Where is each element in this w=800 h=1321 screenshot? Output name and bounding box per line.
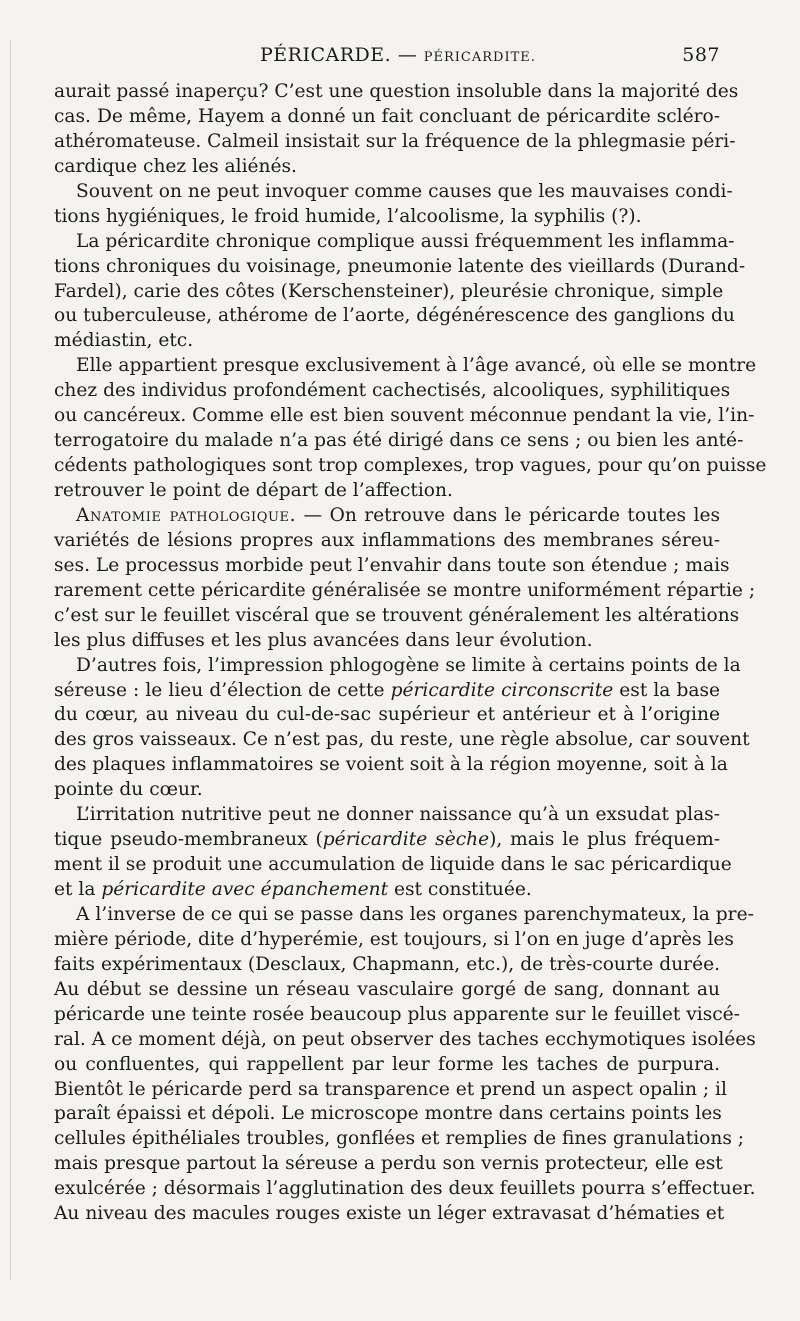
text-line: les plus diffuses et les plus avancées dans leur évolution.	[54, 629, 593, 651]
running-header	[56, 44, 720, 74]
text-line: mais presque partout la séreuse a perdu son vernis protecteur, elle est	[54, 1153, 723, 1175]
text-line: Bientôt le péricarde perd sa transparence et prend un aspect opalin ; il	[54, 1078, 727, 1100]
italic-term: péricardite avec épanchement	[101, 879, 389, 900]
text-line: variétés de lésions propres aux inflammations des membranes séreu-	[54, 529, 720, 551]
text-line: ment il se produit une accumulation de liquide dans le sac péricardique	[54, 854, 732, 876]
text-line: séreuse : le lieu d’élection de cette péricardite circonscrite est la base	[54, 679, 720, 701]
text-line: Souvent on ne peut invoquer comme causes que les mauvaises condi-	[76, 180, 733, 202]
text-line: terrogatoire du malade n’a pas été dirigé dans ce sens ; ou bien les anté-	[54, 430, 744, 452]
text-line: aurait passé inaperçu? C’est une question insoluble dans la majorité des	[54, 81, 739, 102]
running-title-main: PÉRICARDE.	[260, 44, 392, 66]
text-line: Elle appartient presque exclusivement à l’âge avancé, où elle se montre	[76, 355, 757, 377]
text-line: athéromateuse. Calmeil insistait sur la fréquence de la phlegmasie péri-	[54, 130, 736, 152]
text-line: mière période, dite d’hyperémie, est toujours, si l’on en juge d’après les	[54, 928, 734, 950]
text-line: du cœur, au niveau du cul-de-sac supérieur et antérieur et à l’origine	[54, 704, 720, 726]
italic-term: péricardite sèche	[322, 829, 490, 851]
text-line: chez des individus profondément cachectisés, alcooliques, syphilitiques	[54, 380, 731, 402]
text-line: paraît épaissi et dépoli. Le microscope montre dans certains points les	[54, 1103, 722, 1125]
text-line: des plaques inflammatoires se voient soit à la région moyenne, soit à la	[54, 754, 728, 776]
text-line: cellules épithéliales troubles, gonflées et remplies de fines granulations ;	[54, 1128, 745, 1150]
text-line: ses. Le processus morbide peut l’envahir dans toute son étendue ; mais	[54, 554, 730, 576]
text-line: tions chroniques du voisinage, pneumonie latente des vieillards (Durand-	[54, 255, 746, 277]
text-line: ral. A ce moment déjà, on peut observer des taches ecchymotiques isolées	[54, 1028, 756, 1050]
text-line: des gros vaisseaux. Ce n’est pas, du reste, une règle absolue, car souvent	[54, 729, 750, 751]
text-line: cardique chez les aliénés.	[54, 155, 297, 177]
text-line: exulcérée ; désormais l’agglutination des deux feuillets pourra s’effectuer.	[54, 1178, 756, 1200]
text-line: Anatomie pathologique. — On retrouve dans le péricarde toutes les	[76, 504, 720, 526]
section-heading: Anatomie pathologique.	[76, 504, 297, 526]
text-line: tions hygiéniques, le froid humide, l’alcoolisme, la syphilis (?).	[54, 205, 642, 227]
italic-term: péricardite circonscrite	[390, 679, 614, 701]
text-line: D’autres fois, l’impression phlogogène se limite à certains points de la	[76, 654, 741, 676]
text-line: cédents pathologiques sont trop complexes, trop vagues, pour qu’on puisse	[54, 455, 767, 477]
text-line: faits expérimentaux (Desclaux, Chapmann, etc.), de très-courte durée.	[54, 953, 720, 975]
text-line: Fardel), carie des côtes (Kerschensteiner), pleurésie chronique, simple	[54, 280, 724, 302]
running-title-dash: —	[391, 44, 424, 66]
page-number: 587	[682, 44, 720, 66]
text-line: pointe du cœur.	[54, 779, 203, 801]
text-line: L’irritation nutritive peut ne donner naissance qu’à un exsudat plas-	[76, 804, 720, 826]
text-line: La péricardite chronique complique aussi fréquemment les inflamma-	[76, 230, 735, 252]
text-line: rarement cette péricardite généralisée se montre uniformément répartie ;	[54, 579, 756, 601]
text-line: c’est sur le feuillet viscéral que se trouvent généralement les altérations	[54, 604, 740, 626]
running-title	[260, 44, 536, 66]
text-line: ou confluentes, qui rappellent par leur forme les taches de purpura.	[54, 1053, 720, 1075]
text-line: péricarde une teinte rosée beaucoup plus apparente sur le feuillet viscé-	[54, 1003, 740, 1025]
text-line: cas. De même, Hayem a donné un fait concluant de péricardite scléro-	[54, 105, 720, 127]
body-text	[54, 80, 767, 1227]
text-line: Au niveau des macules rouges existe un léger extravasat d’hématies et	[54, 1203, 725, 1225]
page-binding-edge	[10, 40, 11, 1280]
text-line: A l’inverse de ce qui se passe dans les organes parenchymateux, la pre-	[76, 903, 754, 925]
text-line: ou cancéreux. Comme elle est bien souvent méconnue pendant la vie, l’in-	[54, 405, 755, 427]
text-line: Au début se dessine un réseau vasculaire gorgé de sang, donnant au	[54, 978, 720, 1000]
text-line: médiastin, etc.	[54, 330, 194, 352]
text-line: retrouver le point de départ de l’affection.	[54, 480, 453, 501]
text-line: et la péricardite avec épanchement est constituée.	[54, 879, 532, 900]
text-line: ou tuberculeuse, athérome de l’aorte, dégénérescence des ganglions du	[54, 305, 735, 327]
text-line: tique pseudo-membraneux (péricardite sèche), mais le plus fréquem-	[54, 829, 721, 851]
running-title-sub: PÉRICARDITE.	[423, 50, 536, 65]
